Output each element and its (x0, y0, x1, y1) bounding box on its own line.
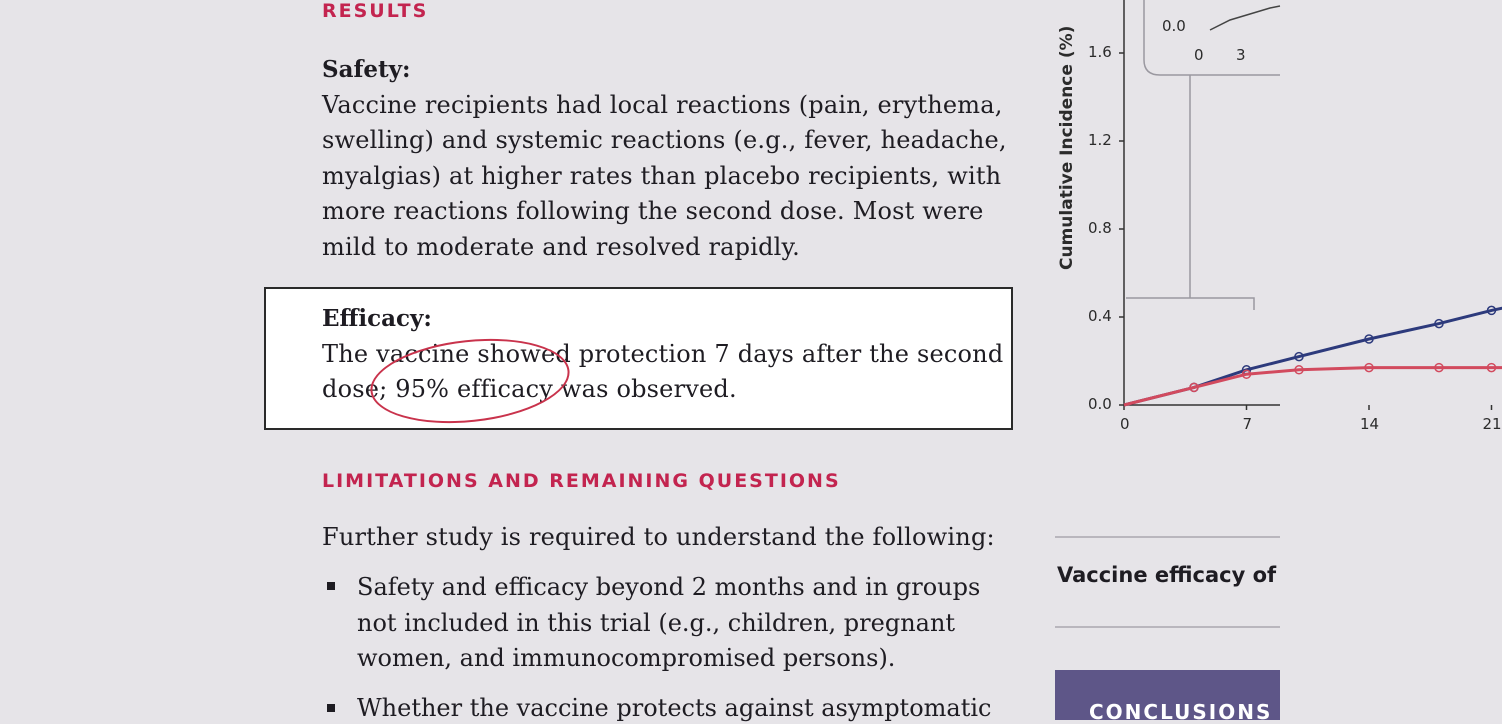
inset-x-tick: 3 (1236, 46, 1246, 64)
safety-label: Safety: (322, 56, 411, 83)
safety-line: mild to moderate and resolved rapidly. (322, 233, 800, 261)
inset-y-tick: 0.0 (1162, 17, 1186, 35)
y-tick-label: 1.6 (1088, 43, 1112, 61)
conclusions-banner (1055, 670, 1280, 724)
bullet-marker (327, 582, 335, 590)
safety-line: myalgias) at higher rates than placebo recipients, with (322, 162, 1002, 190)
y-tick-label: 0.8 (1088, 219, 1112, 237)
cumulative-incidence-chart (1048, 0, 1280, 720)
efficacy-label: Efficacy: (322, 305, 432, 332)
safety-line: swelling) and systemic reactions (e.g., fever, headache, (322, 126, 1007, 154)
x-tick-label: 7 (1242, 415, 1253, 433)
bullet-marker (327, 704, 335, 712)
limitations-intro: Further study is required to understand the following: (322, 523, 995, 551)
chart-inset (1144, 0, 1280, 75)
y-tick-label: 0.4 (1088, 307, 1112, 325)
inset-series (1210, 6, 1280, 30)
x-tick-label: 14 (1360, 415, 1380, 433)
x-tick-label: 0 (1120, 415, 1130, 433)
conclusions-heading: CONCLUSIONS (1089, 700, 1273, 724)
figure-divider (1055, 536, 1280, 538)
bullet-line: women, and immunocompromised persons). (357, 644, 896, 672)
chart-guides (1126, 75, 1254, 310)
figure-caption: Vaccine efficacy of (1057, 563, 1277, 587)
chart-axes (1119, 0, 1492, 410)
efficacy-line: The vaccine showed protection 7 days after the second (322, 340, 1004, 368)
results-heading: RESULTS (322, 0, 429, 22)
figure-divider (1055, 626, 1280, 628)
zoom-guide (1126, 298, 1254, 310)
bullet-line: Safety and efficacy beyond 2 months and in groups (357, 573, 981, 601)
safety-line: more reactions following the second dose. Most were (322, 197, 984, 225)
limitations-heading: LIMITATIONS AND REMAINING QUESTIONS (322, 470, 841, 492)
efficacy-line: dose; 95% efficacy was observed. (322, 375, 737, 403)
inset-x-tick: 0 (1194, 46, 1204, 64)
safety-line: Vaccine recipients had local reactions (pain, erythema, (322, 91, 1003, 119)
y-tick-label: 0.0 (1088, 395, 1112, 413)
bullet-line: Whether the vaccine protects against asymptomatic (357, 694, 992, 722)
series-line-placebo (1124, 291, 1502, 405)
x-tick-label: 21 (1482, 415, 1502, 433)
y-axis-label: Cumulative Incidence (%) (1057, 25, 1077, 270)
chart-series (1124, 287, 1502, 405)
bullet-line: not included in this trial (e.g., children, pregnant (357, 609, 956, 637)
series-line-vaccine (1124, 368, 1502, 405)
y-tick-label: 1.2 (1088, 131, 1112, 149)
